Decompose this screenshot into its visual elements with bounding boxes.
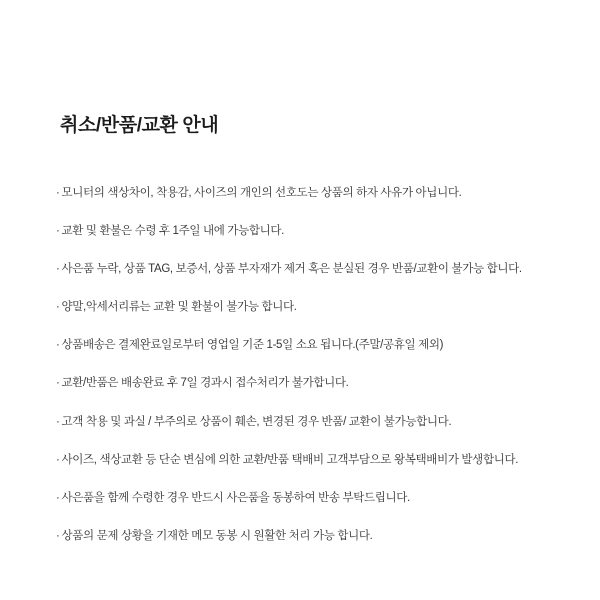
list-item	[56, 375, 560, 391]
bullet-marker: ·	[56, 187, 60, 199]
list-item-text: 상품배송은 결제완료일로부터 영업일 기준 1-5일 소요 됩니다.(주말/공휴일 제외)	[61, 339, 444, 352]
list-item-text: 사은품을 함께 수령한 경우 반드시 사은품을 동봉하여 반송 부탁드립니다.	[61, 491, 410, 504]
bullet-marker: ·	[56, 301, 60, 314]
list-item	[56, 490, 560, 506]
bullet-marker: ·	[56, 339, 60, 352]
list-item-text: 모니터의 색상차이, 착용감, 사이즈의 개인의 선호도는 상품의 하자 사유가 아닙니다.	[61, 187, 462, 199]
list-item-text: 사이즈, 색상교환 등 단순 변심에 의한 교환/반품 택배비 고객부담으로 왕복택배비가 발생합니다.	[61, 453, 519, 466]
bullet-marker: ·	[56, 453, 60, 466]
page-title: 취소/반품/교환 안내	[60, 114, 219, 136]
list-item	[56, 528, 560, 544]
bullet-marker: ·	[56, 377, 60, 390]
list-item-text: 양말,악세서리류는 교환 및 환불이 불가능 합니다.	[61, 301, 297, 314]
bullet-marker: ·	[56, 225, 60, 238]
notice-list	[56, 185, 560, 566]
list-item-text: 고객 착용 및 과실 / 부주의로 상품이 훼손, 변경된 경우 반품/ 교환이 불가능합니다.	[61, 415, 452, 428]
list-item-text: 교환 및 환불은 수령 후 1주일 내에 가능합니다.	[61, 225, 284, 238]
list-item	[56, 223, 560, 239]
list-item	[56, 414, 560, 430]
bullet-marker: ·	[56, 529, 60, 542]
list-item-text: 상품의 문제 상황을 기재한 메모 동봉 시 원활한 처리 가능 합니다.	[61, 529, 373, 542]
bullet-marker: ·	[56, 263, 60, 276]
list-item	[56, 337, 560, 353]
list-item	[56, 185, 560, 201]
list-item	[56, 299, 560, 315]
list-item	[56, 452, 560, 468]
bullet-marker: ·	[56, 491, 60, 504]
list-item	[56, 261, 560, 277]
list-item-text: 사은품 누락, 상품 TAG, 보증서, 상품 부자재가 제거 혹은 분실된 경우 반품/교환이 불가능 합니다.	[61, 263, 522, 276]
list-item-text: 교환/반품은 배송완료 후 7일 경과시 접수처리가 불가합니다.	[61, 377, 349, 390]
bullet-marker: ·	[56, 415, 60, 428]
